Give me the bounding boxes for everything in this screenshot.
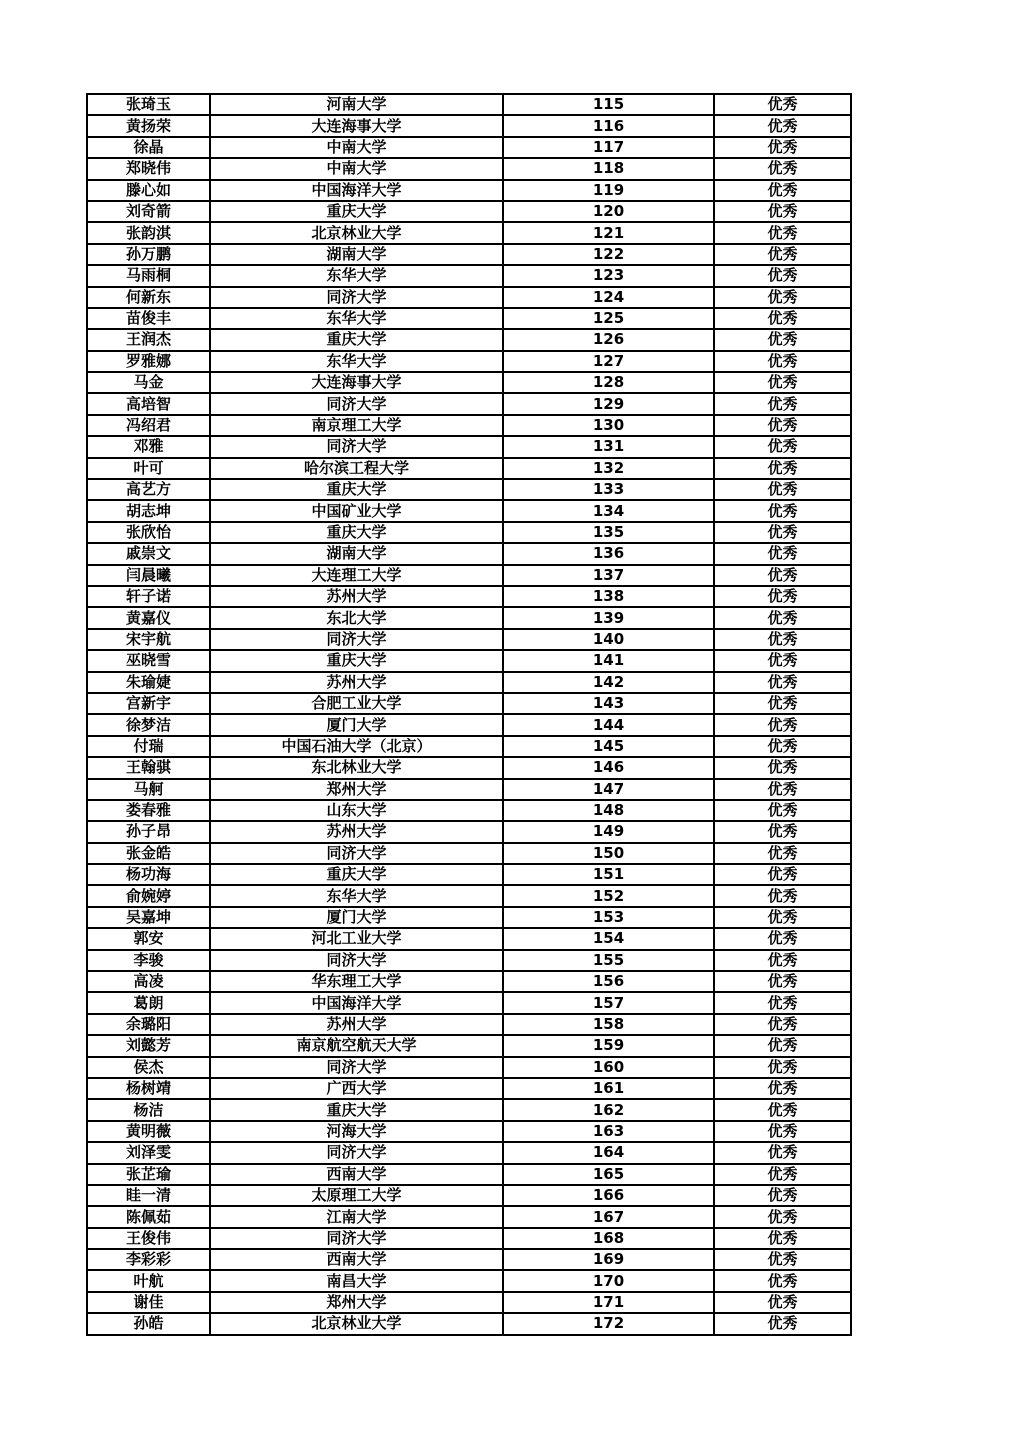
university-cell: 苏州大学 xyxy=(210,586,503,607)
university-cell: 重庆大学 xyxy=(210,522,503,543)
table-row xyxy=(87,137,851,158)
table-row xyxy=(87,308,851,329)
student-name-cell: 宫新宇 xyxy=(87,693,210,714)
table-row xyxy=(87,329,851,350)
status-cell: 优秀 xyxy=(714,1249,851,1270)
student-name-cell: 苗俊丰 xyxy=(87,308,210,329)
student-name-cell: 冯绍君 xyxy=(87,415,210,436)
student-name-cell: 高艺方 xyxy=(87,479,210,500)
table-row xyxy=(87,222,851,243)
student-name-cell: 俞婉婷 xyxy=(87,885,210,906)
number-cell: 119 xyxy=(503,180,714,201)
university-cell: 同济大学 xyxy=(210,287,503,308)
number-cell: 127 xyxy=(503,351,714,372)
table-row xyxy=(87,736,851,757)
student-name-cell: 徐晶 xyxy=(87,137,210,158)
table-row xyxy=(87,885,851,906)
table-row xyxy=(87,1035,851,1056)
table-row xyxy=(87,1142,851,1163)
number-cell: 151 xyxy=(503,864,714,885)
number-cell: 152 xyxy=(503,885,714,906)
status-cell: 优秀 xyxy=(714,372,851,393)
student-name-cell: 娄春雅 xyxy=(87,800,210,821)
university-cell: 重庆大学 xyxy=(210,201,503,222)
status-cell: 优秀 xyxy=(714,693,851,714)
university-cell: 江南大学 xyxy=(210,1206,503,1227)
status-cell: 优秀 xyxy=(714,308,851,329)
table-row xyxy=(87,458,851,479)
table-row xyxy=(87,693,851,714)
number-cell: 155 xyxy=(503,950,714,971)
student-name-cell: 杨洁 xyxy=(87,1099,210,1120)
number-cell: 170 xyxy=(503,1270,714,1291)
status-cell: 优秀 xyxy=(714,821,851,842)
status-cell: 优秀 xyxy=(714,287,851,308)
table-row xyxy=(87,928,851,949)
university-cell: 厦门大学 xyxy=(210,714,503,735)
status-cell: 优秀 xyxy=(714,779,851,800)
table-row xyxy=(87,115,851,136)
number-cell: 172 xyxy=(503,1313,714,1334)
number-cell: 135 xyxy=(503,522,714,543)
status-cell: 优秀 xyxy=(714,1164,851,1185)
number-cell: 149 xyxy=(503,821,714,842)
student-name-cell: 郑晓伟 xyxy=(87,158,210,179)
number-cell: 146 xyxy=(503,757,714,778)
student-name-cell: 张琦玉 xyxy=(87,94,210,115)
status-cell: 优秀 xyxy=(714,522,851,543)
results-table xyxy=(86,93,852,1336)
student-name-cell: 马舸 xyxy=(87,779,210,800)
number-cell: 128 xyxy=(503,372,714,393)
student-name-cell: 张金皓 xyxy=(87,843,210,864)
status-cell: 优秀 xyxy=(714,1206,851,1227)
table-row xyxy=(87,201,851,222)
status-cell: 优秀 xyxy=(714,950,851,971)
university-cell: 大连海事大学 xyxy=(210,115,503,136)
student-name-cell: 葛朗 xyxy=(87,992,210,1013)
status-cell: 优秀 xyxy=(714,329,851,350)
table-row xyxy=(87,351,851,372)
university-cell: 重庆大学 xyxy=(210,864,503,885)
university-cell: 河北工业大学 xyxy=(210,928,503,949)
table-row xyxy=(87,1270,851,1291)
student-name-cell: 眭一清 xyxy=(87,1185,210,1206)
status-cell: 优秀 xyxy=(714,1185,851,1206)
status-cell: 优秀 xyxy=(714,885,851,906)
student-name-cell: 何新东 xyxy=(87,287,210,308)
university-cell: 东华大学 xyxy=(210,885,503,906)
student-name-cell: 高凌 xyxy=(87,971,210,992)
university-cell: 重庆大学 xyxy=(210,329,503,350)
number-cell: 162 xyxy=(503,1099,714,1120)
number-cell: 125 xyxy=(503,308,714,329)
status-cell: 优秀 xyxy=(714,158,851,179)
number-cell: 136 xyxy=(503,543,714,564)
student-name-cell: 黄明薇 xyxy=(87,1121,210,1142)
number-cell: 169 xyxy=(503,1249,714,1270)
status-cell: 优秀 xyxy=(714,201,851,222)
status-cell: 优秀 xyxy=(714,672,851,693)
table-row xyxy=(87,607,851,628)
number-cell: 147 xyxy=(503,779,714,800)
university-cell: 湖南大学 xyxy=(210,543,503,564)
number-cell: 163 xyxy=(503,1121,714,1142)
student-name-cell: 高培智 xyxy=(87,393,210,414)
university-cell: 郑州大学 xyxy=(210,1292,503,1313)
number-cell: 171 xyxy=(503,1292,714,1313)
number-cell: 150 xyxy=(503,843,714,864)
number-cell: 164 xyxy=(503,1142,714,1163)
table-row xyxy=(87,672,851,693)
university-cell: 同济大学 xyxy=(210,629,503,650)
student-name-cell: 杨树靖 xyxy=(87,1078,210,1099)
student-name-cell: 吴嘉坤 xyxy=(87,907,210,928)
university-cell: 东华大学 xyxy=(210,308,503,329)
number-cell: 120 xyxy=(503,201,714,222)
university-cell: 同济大学 xyxy=(210,843,503,864)
status-cell: 优秀 xyxy=(714,265,851,286)
table-row xyxy=(87,1057,851,1078)
university-cell: 中国海洋大学 xyxy=(210,180,503,201)
table-row xyxy=(87,415,851,436)
number-cell: 154 xyxy=(503,928,714,949)
table-row xyxy=(87,543,851,564)
student-name-cell: 胡志坤 xyxy=(87,500,210,521)
university-cell: 同济大学 xyxy=(210,950,503,971)
status-cell: 优秀 xyxy=(714,971,851,992)
table-row xyxy=(87,779,851,800)
student-name-cell: 孙子昂 xyxy=(87,821,210,842)
status-cell: 优秀 xyxy=(714,843,851,864)
student-name-cell: 孙皓 xyxy=(87,1313,210,1334)
number-cell: 118 xyxy=(503,158,714,179)
table-row xyxy=(87,1121,851,1142)
table-row xyxy=(87,158,851,179)
status-cell: 优秀 xyxy=(714,907,851,928)
number-cell: 143 xyxy=(503,693,714,714)
status-cell: 优秀 xyxy=(714,757,851,778)
student-name-cell: 黄扬荣 xyxy=(87,115,210,136)
university-cell: 中南大学 xyxy=(210,158,503,179)
status-cell: 优秀 xyxy=(714,222,851,243)
table-row xyxy=(87,1014,851,1035)
number-cell: 126 xyxy=(503,329,714,350)
table-body xyxy=(87,94,851,1335)
university-cell: 同济大学 xyxy=(210,1057,503,1078)
table-row xyxy=(87,180,851,201)
status-cell: 优秀 xyxy=(714,458,851,479)
status-cell: 优秀 xyxy=(714,629,851,650)
status-cell: 优秀 xyxy=(714,1121,851,1142)
university-cell: 河海大学 xyxy=(210,1121,503,1142)
university-cell: 中国石油大学（北京） xyxy=(210,736,503,757)
student-name-cell: 陈佩茹 xyxy=(87,1206,210,1227)
table-row xyxy=(87,1099,851,1120)
number-cell: 116 xyxy=(503,115,714,136)
number-cell: 122 xyxy=(503,244,714,265)
university-cell: 同济大学 xyxy=(210,1228,503,1249)
university-cell: 东华大学 xyxy=(210,351,503,372)
status-cell: 优秀 xyxy=(714,650,851,671)
table-row xyxy=(87,287,851,308)
university-cell: 广西大学 xyxy=(210,1078,503,1099)
table-row xyxy=(87,393,851,414)
university-cell: 山东大学 xyxy=(210,800,503,821)
student-name-cell: 杨功海 xyxy=(87,864,210,885)
university-cell: 西南大学 xyxy=(210,1249,503,1270)
university-cell: 湖南大学 xyxy=(210,244,503,265)
table-row xyxy=(87,436,851,457)
table-row xyxy=(87,950,851,971)
university-cell: 西南大学 xyxy=(210,1164,503,1185)
number-cell: 137 xyxy=(503,565,714,586)
university-cell: 东北大学 xyxy=(210,607,503,628)
table-row xyxy=(87,586,851,607)
number-cell: 153 xyxy=(503,907,714,928)
status-cell: 优秀 xyxy=(714,137,851,158)
table-row xyxy=(87,650,851,671)
status-cell: 优秀 xyxy=(714,736,851,757)
university-cell: 华东理工大学 xyxy=(210,971,503,992)
number-cell: 148 xyxy=(503,800,714,821)
status-cell: 优秀 xyxy=(714,1292,851,1313)
table-row xyxy=(87,479,851,500)
number-cell: 132 xyxy=(503,458,714,479)
university-cell: 北京林业大学 xyxy=(210,1313,503,1334)
student-name-cell: 叶航 xyxy=(87,1270,210,1291)
status-cell: 优秀 xyxy=(714,1099,851,1120)
university-cell: 南京理工大学 xyxy=(210,415,503,436)
student-name-cell: 徐梦洁 xyxy=(87,714,210,735)
table-row xyxy=(87,1185,851,1206)
number-cell: 141 xyxy=(503,650,714,671)
student-name-cell: 闫晨曦 xyxy=(87,565,210,586)
university-cell: 苏州大学 xyxy=(210,1014,503,1035)
university-cell: 南昌大学 xyxy=(210,1270,503,1291)
table-row xyxy=(87,907,851,928)
university-cell: 太原理工大学 xyxy=(210,1185,503,1206)
status-cell: 优秀 xyxy=(714,714,851,735)
table-row xyxy=(87,1228,851,1249)
status-cell: 优秀 xyxy=(714,1142,851,1163)
number-cell: 140 xyxy=(503,629,714,650)
student-name-cell: 马金 xyxy=(87,372,210,393)
student-name-cell: 罗雅娜 xyxy=(87,351,210,372)
status-cell: 优秀 xyxy=(714,500,851,521)
table-row xyxy=(87,265,851,286)
student-name-cell: 余璐阳 xyxy=(87,1014,210,1035)
student-name-cell: 王翰骐 xyxy=(87,757,210,778)
student-name-cell: 轩子诺 xyxy=(87,586,210,607)
student-name-cell: 侯杰 xyxy=(87,1057,210,1078)
status-cell: 优秀 xyxy=(714,607,851,628)
number-cell: 121 xyxy=(503,222,714,243)
table-row xyxy=(87,821,851,842)
number-cell: 165 xyxy=(503,1164,714,1185)
student-name-cell: 张芷瑜 xyxy=(87,1164,210,1185)
status-cell: 优秀 xyxy=(714,180,851,201)
status-cell: 优秀 xyxy=(714,94,851,115)
status-cell: 优秀 xyxy=(714,1313,851,1334)
number-cell: 167 xyxy=(503,1206,714,1227)
student-name-cell: 刘奇箭 xyxy=(87,201,210,222)
number-cell: 129 xyxy=(503,393,714,414)
university-cell: 厦门大学 xyxy=(210,907,503,928)
status-cell: 优秀 xyxy=(714,115,851,136)
status-cell: 优秀 xyxy=(714,479,851,500)
status-cell: 优秀 xyxy=(714,800,851,821)
number-cell: 134 xyxy=(503,500,714,521)
student-name-cell: 张韵淇 xyxy=(87,222,210,243)
table-row xyxy=(87,992,851,1013)
university-cell: 同济大学 xyxy=(210,1142,503,1163)
number-cell: 139 xyxy=(503,607,714,628)
university-cell: 大连理工大学 xyxy=(210,565,503,586)
status-cell: 优秀 xyxy=(714,864,851,885)
number-cell: 160 xyxy=(503,1057,714,1078)
student-name-cell: 李彩彩 xyxy=(87,1249,210,1270)
number-cell: 156 xyxy=(503,971,714,992)
table-row xyxy=(87,94,851,115)
number-cell: 157 xyxy=(503,992,714,1013)
status-cell: 优秀 xyxy=(714,565,851,586)
student-name-cell: 李骏 xyxy=(87,950,210,971)
table-row xyxy=(87,1164,851,1185)
table-row xyxy=(87,1313,851,1334)
status-cell: 优秀 xyxy=(714,992,851,1013)
number-cell: 142 xyxy=(503,672,714,693)
student-name-cell: 王润杰 xyxy=(87,329,210,350)
university-cell: 合肥工业大学 xyxy=(210,693,503,714)
status-cell: 优秀 xyxy=(714,1228,851,1249)
table-row xyxy=(87,757,851,778)
number-cell: 138 xyxy=(503,586,714,607)
table-row xyxy=(87,1249,851,1270)
student-name-cell: 谢佳 xyxy=(87,1292,210,1313)
number-cell: 145 xyxy=(503,736,714,757)
number-cell: 123 xyxy=(503,265,714,286)
status-cell: 优秀 xyxy=(714,1057,851,1078)
table-row xyxy=(87,1206,851,1227)
status-cell: 优秀 xyxy=(714,586,851,607)
table-row xyxy=(87,244,851,265)
status-cell: 优秀 xyxy=(714,244,851,265)
number-cell: 166 xyxy=(503,1185,714,1206)
student-name-cell: 孙万鹏 xyxy=(87,244,210,265)
table-row xyxy=(87,971,851,992)
university-cell: 重庆大学 xyxy=(210,479,503,500)
table-row xyxy=(87,843,851,864)
university-cell: 中国矿业大学 xyxy=(210,500,503,521)
number-cell: 159 xyxy=(503,1035,714,1056)
student-name-cell: 滕心如 xyxy=(87,180,210,201)
status-cell: 优秀 xyxy=(714,1035,851,1056)
university-cell: 同济大学 xyxy=(210,436,503,457)
number-cell: 124 xyxy=(503,287,714,308)
university-cell: 大连海事大学 xyxy=(210,372,503,393)
number-cell: 168 xyxy=(503,1228,714,1249)
student-name-cell: 刘懿芳 xyxy=(87,1035,210,1056)
student-name-cell: 马雨桐 xyxy=(87,265,210,286)
table-row xyxy=(87,1292,851,1313)
table-row xyxy=(87,372,851,393)
status-cell: 优秀 xyxy=(714,543,851,564)
student-name-cell: 付瑞 xyxy=(87,736,210,757)
student-name-cell: 朱瑜婕 xyxy=(87,672,210,693)
university-cell: 苏州大学 xyxy=(210,821,503,842)
number-cell: 117 xyxy=(503,137,714,158)
status-cell: 优秀 xyxy=(714,436,851,457)
student-name-cell: 宋宇航 xyxy=(87,629,210,650)
status-cell: 优秀 xyxy=(714,928,851,949)
university-cell: 同济大学 xyxy=(210,393,503,414)
number-cell: 144 xyxy=(503,714,714,735)
university-cell: 苏州大学 xyxy=(210,672,503,693)
student-name-cell: 王俊伟 xyxy=(87,1228,210,1249)
university-cell: 中国海洋大学 xyxy=(210,992,503,1013)
status-cell: 优秀 xyxy=(714,415,851,436)
student-name-cell: 黄嘉仪 xyxy=(87,607,210,628)
table-row xyxy=(87,1078,851,1099)
number-cell: 161 xyxy=(503,1078,714,1099)
table-row xyxy=(87,714,851,735)
number-cell: 115 xyxy=(503,94,714,115)
student-name-cell: 郭安 xyxy=(87,928,210,949)
table-row xyxy=(87,522,851,543)
university-cell: 北京林业大学 xyxy=(210,222,503,243)
student-name-cell: 刘泽雯 xyxy=(87,1142,210,1163)
university-cell: 中南大学 xyxy=(210,137,503,158)
table-row xyxy=(87,500,851,521)
student-name-cell: 戚崇文 xyxy=(87,543,210,564)
university-cell: 哈尔滨工程大学 xyxy=(210,458,503,479)
university-cell: 重庆大学 xyxy=(210,650,503,671)
university-cell: 郑州大学 xyxy=(210,779,503,800)
number-cell: 133 xyxy=(503,479,714,500)
number-cell: 158 xyxy=(503,1014,714,1035)
student-name-cell: 邓雅 xyxy=(87,436,210,457)
student-name-cell: 巫晓雪 xyxy=(87,650,210,671)
table-row xyxy=(87,565,851,586)
university-cell: 南京航空航天大学 xyxy=(210,1035,503,1056)
number-cell: 130 xyxy=(503,415,714,436)
university-cell: 重庆大学 xyxy=(210,1099,503,1120)
status-cell: 优秀 xyxy=(714,393,851,414)
status-cell: 优秀 xyxy=(714,351,851,372)
table-row xyxy=(87,800,851,821)
table-row xyxy=(87,864,851,885)
university-cell: 东华大学 xyxy=(210,265,503,286)
university-cell: 东北林业大学 xyxy=(210,757,503,778)
number-cell: 131 xyxy=(503,436,714,457)
status-cell: 优秀 xyxy=(714,1270,851,1291)
status-cell: 优秀 xyxy=(714,1014,851,1035)
table-row xyxy=(87,629,851,650)
university-cell: 河南大学 xyxy=(210,94,503,115)
student-name-cell: 张欣怡 xyxy=(87,522,210,543)
student-name-cell: 叶可 xyxy=(87,458,210,479)
status-cell: 优秀 xyxy=(714,1078,851,1099)
